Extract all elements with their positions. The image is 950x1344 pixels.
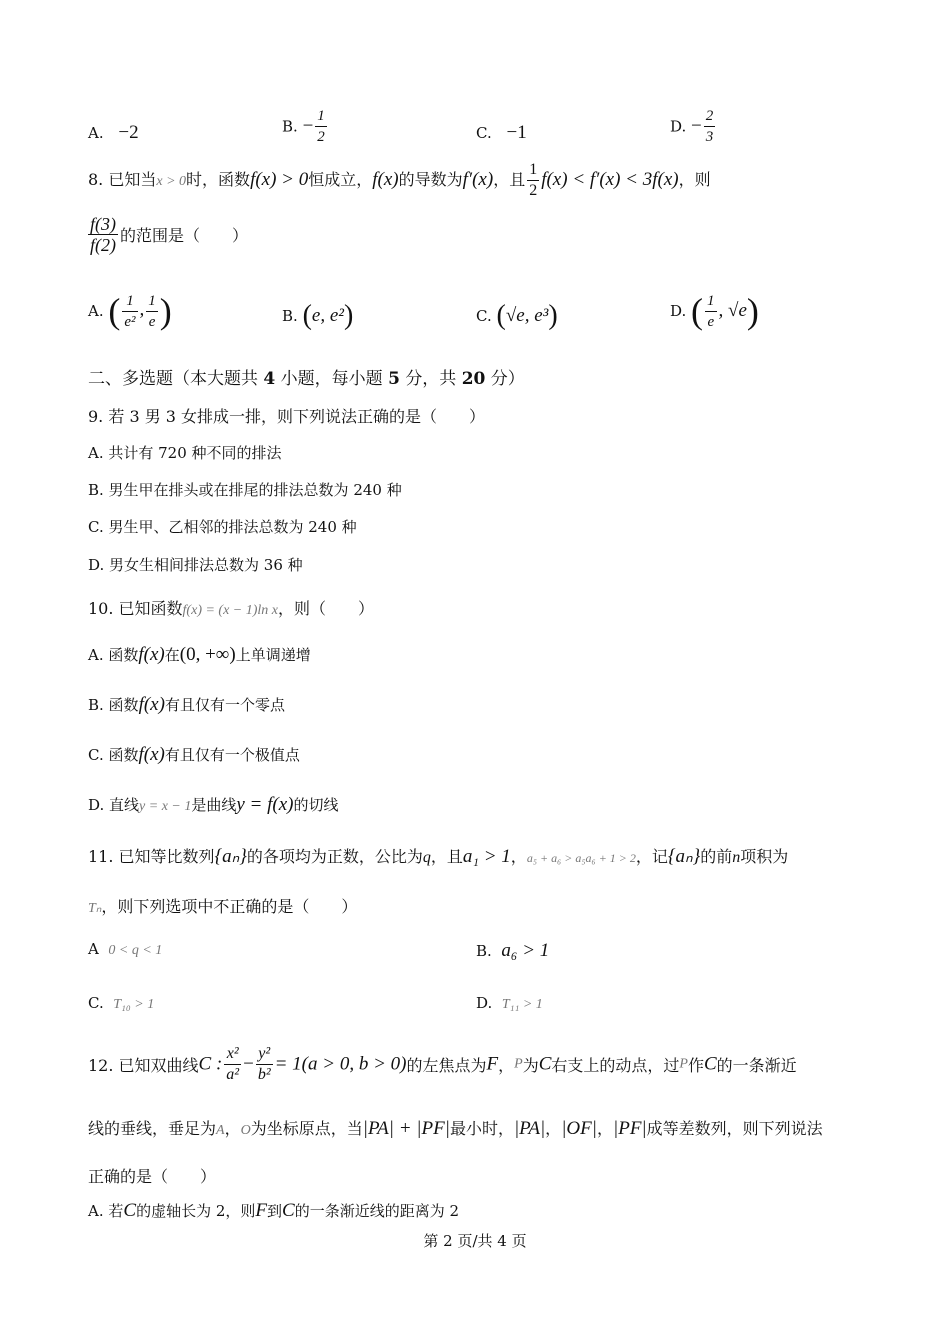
q11-option-c: C. T₁₀ > 1 — [88, 994, 155, 1012]
q11-stem-line2: Tₙ，则下列选项中不正确的是（ ） — [88, 897, 358, 916]
q7-option-a: A. −2 — [88, 122, 139, 143]
q7-option-d: D. − $\frac{2}{3}$ — [670, 108, 714, 145]
q8-option-b: B. (e, e²) — [282, 300, 354, 331]
q10-option-a: A. 函数f(x)在(0, +∞)上单调递增 — [88, 644, 311, 665]
q12-option-a: A. 若C的虚轴长为 2，则F到C的一条渐近线的距离为 2 — [88, 1200, 460, 1221]
q7-option-c: C. −1 — [476, 122, 527, 143]
q9-option-d: D. 男女生相间排法总数为 36 种 — [88, 556, 303, 574]
q7-a-value: −2 — [118, 122, 139, 143]
section-heading-multiple-choice: 二、多选题（本大题共 4 小题，每小题 5 分，共 20 分） — [88, 369, 525, 389]
q7-c-value: −1 — [506, 122, 527, 143]
q12-stem-line2: 线的垂线，垂足为A，O为坐标原点，当|PA| + |PF|最小时，|PA|，|OF|，|PF|成等差数列，则下列说法 — [88, 1118, 823, 1139]
q11-stem: 11. 已知等比数列{aₙ}的各项均为正数，公比为q，且a₁ > 1，a₅ + a₆ > a₅a₆ + 1 > 2，记{aₙ}的前n项积为 — [88, 846, 789, 867]
q12-stem: 12. 已知双曲线C : $\frac{\text{x²}}{\text{a²}}$ − $\frac{\text{y²}}{\text{b²}}$ = 1(a > 0, b > 0)的左焦点为F，P为C右支上的动点，过P作C的一条渐近 — [88, 1045, 797, 1083]
q11-option-b: B. a₆ > 1 — [476, 940, 550, 961]
q10-stem: 10. 已知函数f(x) = (x − 1)ln x，则（ ） — [88, 599, 375, 618]
q11-option-d: D. T₁₁ > 1 — [476, 994, 543, 1012]
q10-option-c: C. 函数f(x)有且仅有一个极值点 — [88, 744, 300, 765]
q12-stem-line3: 正确的是（ ） — [88, 1167, 217, 1186]
q8-option-a: A. ( $\frac{1}{\text{e²}}$ , $\frac{1}{e}$ ) — [88, 291, 172, 331]
q10-option-d: D. 直线y = x − 1是曲线y = f(x)的切线 — [88, 794, 339, 815]
q9-option-c: C. 男生甲、乙相邻的排法总数为 240 种 — [88, 518, 357, 536]
page-footer: 第 2 页/共 4 页 — [423, 1232, 527, 1250]
q7-option-b: B. − $\frac{1}{2}$ — [282, 108, 325, 145]
q8-stem: 8. 已知当x > 0时，函数f(x) > 0恒成立，f(x)的导数为f′(x)，且 $\frac{1}{2}$ f(x) < f′(x) < 3f(x)，则 — [88, 161, 711, 199]
q11-option-a: A 0 < q < 1 — [88, 940, 163, 958]
q8-option-d: D. ( $\frac{1}{e}$ , √e) — [670, 291, 759, 331]
q10-option-b: B. 函数f(x)有且仅有一个零点 — [88, 694, 285, 715]
q9-stem: 9. 若 3 男 3 女排成一排，则下列说法正确的是（ ） — [88, 407, 486, 426]
q9-option-b: B. 男生甲在排头或在排尾的排法总数为 240 种 — [88, 481, 402, 499]
q8-option-c: C. (√e, e³) — [476, 300, 558, 331]
q8-stem-line2: $\frac{f(3)}{f(2)}$ 的范围是（ ） — [90, 214, 249, 255]
q9-option-a: A. 共计有 720 种不同的排法 — [88, 444, 282, 462]
